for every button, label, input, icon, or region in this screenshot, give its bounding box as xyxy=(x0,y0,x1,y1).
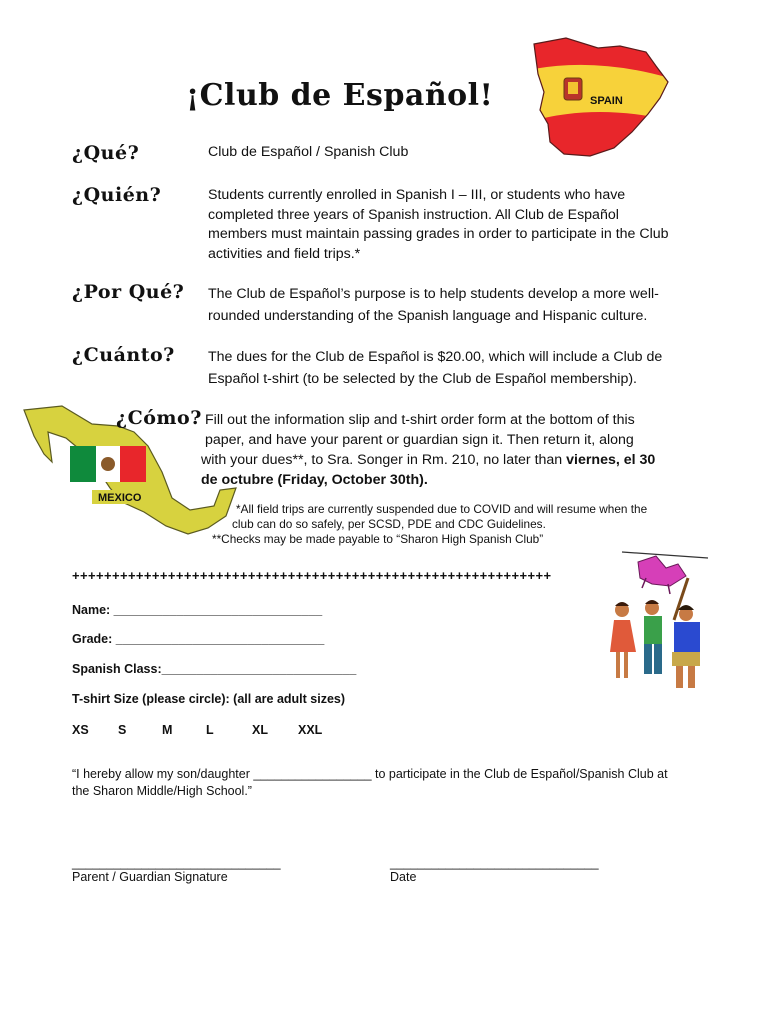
name-field[interactable]: Name: ______________________________ xyxy=(72,603,323,617)
answer-por-que: The Club de Español’s purpose is to help students develop a more well-rounded understanding of the Spanish language and Hispanic culture. xyxy=(208,286,659,324)
size-l[interactable]: L xyxy=(206,723,214,737)
size-xl[interactable]: XL xyxy=(252,723,268,737)
page-title: ¡Club de Español! xyxy=(186,78,494,113)
question-por-que: ¿Por Qué? xyxy=(72,281,185,303)
field-trips-note-1: *All field trips are currently suspended due to COVID and will resume when the xyxy=(236,502,648,516)
answer-cuanto: The dues for the Club de Español is $20.00, which will include a Club de Español t-shirt (to be selected by the Club de Español membership). xyxy=(208,349,663,387)
permission-line-1: “I hereby allow my son/daughter _________________ to participate in the Club de Español/Spanish Club at xyxy=(72,767,668,781)
answer-como-line-2: paper, and have your parent or guardian sign it. Then return it, along xyxy=(205,432,634,448)
pinata-kids-image xyxy=(608,548,724,694)
question-cuanto: ¿Cuánto? xyxy=(72,344,175,366)
size-xxl[interactable]: XXL xyxy=(298,723,323,737)
question-que: ¿Qué? xyxy=(72,142,140,164)
answer-como-line-3 xyxy=(201,450,695,470)
answer-quien: Students currently enrolled in Spanish I – III, or students who have completed three years of Spanish instruction. All Club de Español members must maintain passing grades in order to participate in the Club activities and field trips.* xyxy=(208,187,669,262)
deadline-spanish: viernes, el 30 xyxy=(566,452,656,468)
permission-statement xyxy=(72,766,712,800)
spain-label: SPAIN xyxy=(590,95,623,107)
guardian-signature-label: Parent / Guardian Signature xyxy=(72,870,228,884)
size-s[interactable]: S xyxy=(118,723,127,737)
tshirt-size-label: T-shirt Size (please circle): (all are adult sizes) xyxy=(72,692,346,706)
checks-note: **Checks may be made payable to “Sharon High Spanish Club” xyxy=(212,532,544,546)
answer-como-line-1: Fill out the information slip and t-shirt order form at the bottom of this xyxy=(205,412,635,428)
mexico-label: MEXICO xyxy=(98,492,142,504)
date-line[interactable]: ______________________________ xyxy=(390,856,599,870)
separator-line: ++++++++++++++++++++++++++++++++++++++++++++++++++++++++++++ xyxy=(72,568,552,583)
grade-field[interactable]: Grade: ______________________________ xyxy=(72,632,325,646)
answer-como xyxy=(201,410,695,490)
question-quien: ¿Quién? xyxy=(72,184,162,206)
guardian-signature-line[interactable]: ______________________________ xyxy=(72,856,281,870)
permission-line-2: the Sharon Middle/High School.” xyxy=(72,784,252,798)
date-label: Date xyxy=(390,870,417,884)
question-como: ¿Cómo? xyxy=(116,407,202,429)
tshirt-size-options xyxy=(72,721,322,739)
size-xs[interactable]: XS xyxy=(72,723,89,737)
deadline-english: de octubre (Friday, October 30th). xyxy=(201,472,428,488)
answer-que: Club de Español / Spanish Club xyxy=(208,144,409,160)
size-m[interactable]: M xyxy=(162,723,173,737)
field-trips-note-2: club can do so safely, per SCSD, PDE and CDC Guidelines. xyxy=(232,517,546,531)
answer-como-line-3-text: with your dues**, to Sra. Songer in Rm. 210, no later than xyxy=(201,452,563,468)
field-trips-note xyxy=(232,502,706,532)
spanish-class-field[interactable]: Spanish Class:____________________________ xyxy=(72,662,357,676)
